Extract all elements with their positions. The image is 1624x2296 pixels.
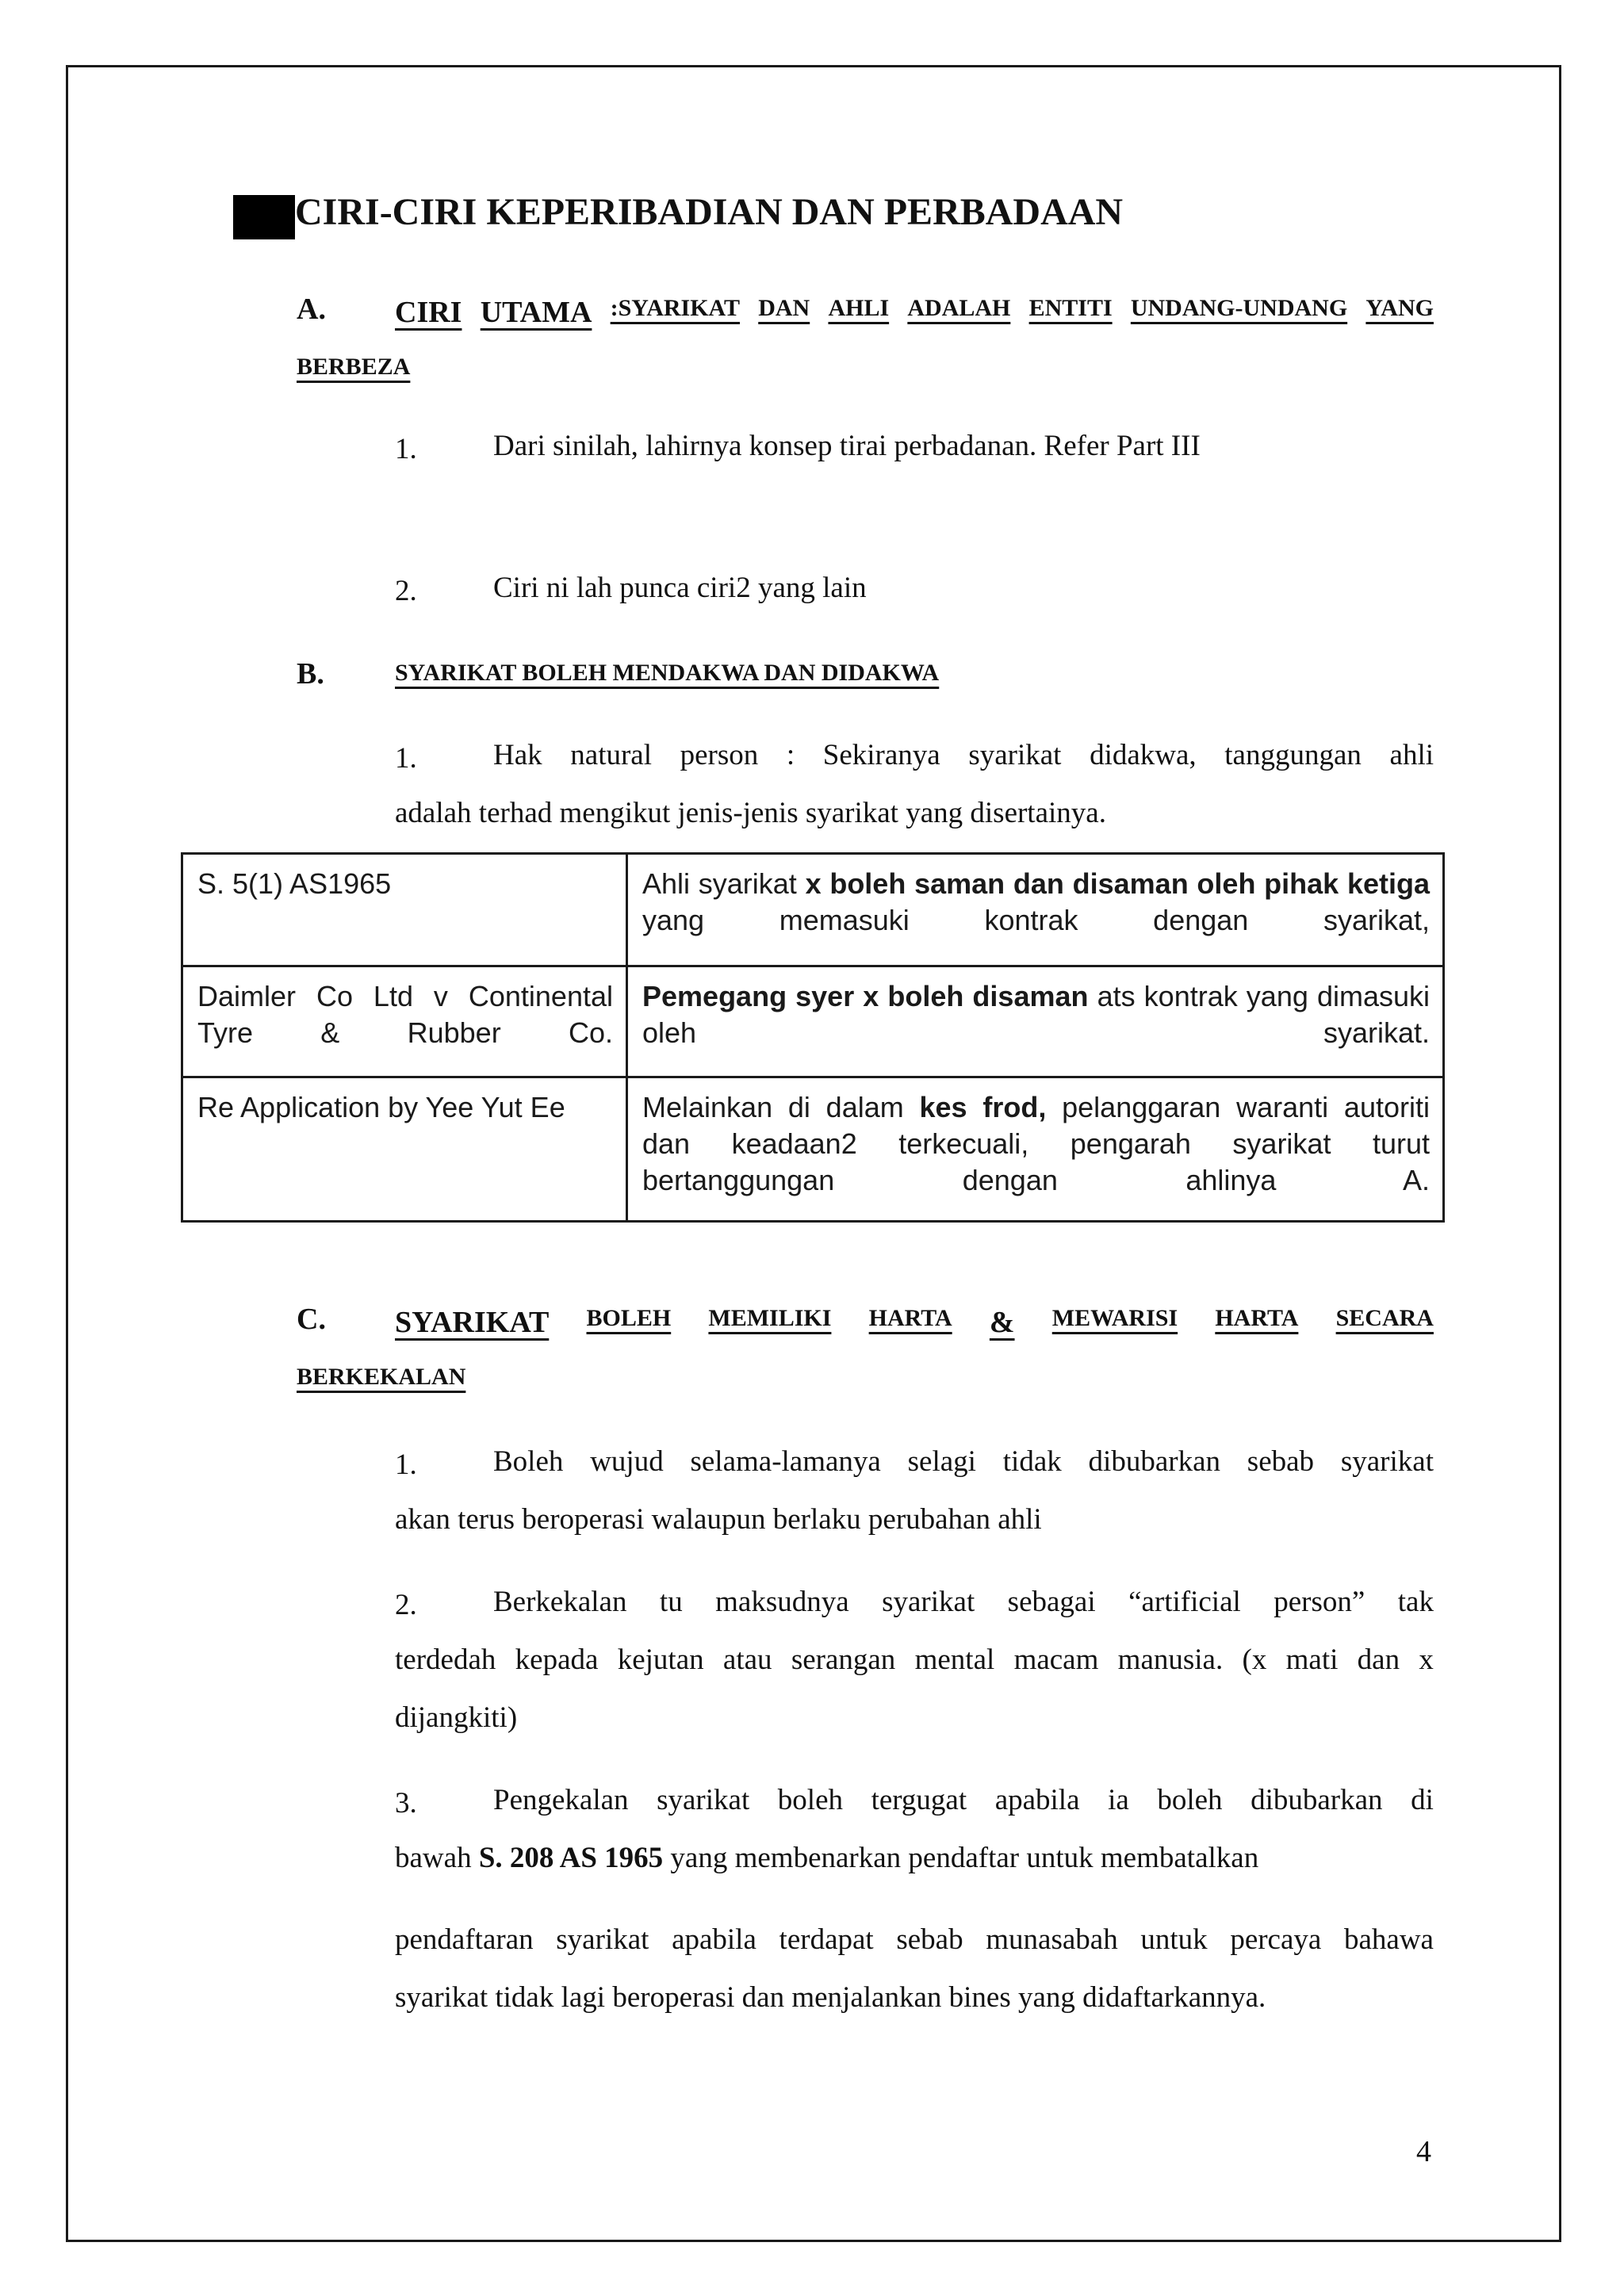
text-word: Sekiranya xyxy=(822,739,940,771)
text-word: dibubarkan xyxy=(1251,1784,1383,1816)
text-word: mati xyxy=(1285,1644,1339,1676)
list-item-line: syarikat tidak lagi beroperasi dan menjalankan bines yang didaftarkannya. xyxy=(395,1981,1266,2014)
item-number: 2. xyxy=(395,575,417,607)
section-a-heading-line2: BERBEZA xyxy=(297,354,411,380)
section-c-heading-line2: BERKEKALAN xyxy=(297,1364,466,1390)
item-number: 1. xyxy=(395,1448,417,1481)
text-word: person xyxy=(680,739,759,771)
heading-word: SECARA xyxy=(1335,1305,1434,1331)
heading-word: ENTITI xyxy=(1028,295,1113,321)
text-word: terdapat xyxy=(779,1923,874,1956)
heading-word: & xyxy=(989,1306,1015,1339)
text-word: selagi xyxy=(907,1445,976,1478)
list-item: Ciri ni lah punca ciri2 yang lain xyxy=(493,572,867,604)
section-a-heading xyxy=(395,295,1434,330)
text-word: dan xyxy=(1357,1644,1400,1676)
text-word: sebab xyxy=(1247,1445,1315,1478)
text-word: : xyxy=(786,739,795,771)
text-word: maksudnya xyxy=(715,1586,849,1618)
section-c-heading xyxy=(395,1305,1434,1340)
text-word: untuk xyxy=(1140,1923,1208,1956)
table-cell: Pemegang syer x boleh disaman ats kontrak yang dimasuki oleh syarikat. xyxy=(627,966,1444,1077)
item-number: 3. xyxy=(395,1787,417,1820)
list-item-line xyxy=(493,1433,1434,1490)
item-number: 1. xyxy=(395,433,417,465)
text-word: dibubarkan xyxy=(1088,1445,1220,1478)
text-word: syarikat xyxy=(556,1923,649,1956)
text-word: didakwa, xyxy=(1090,739,1197,771)
list-item-line xyxy=(493,1772,1434,1829)
text-word: di xyxy=(1411,1784,1434,1816)
text-word: Boleh xyxy=(493,1445,564,1478)
text-word: sebab xyxy=(896,1923,963,1956)
text-word: syarikat xyxy=(968,739,1062,771)
list-item-line: adalah terhad mengikut jenis-jenis syarikat yang disertainya. xyxy=(395,797,1106,829)
text-word: mental xyxy=(914,1644,995,1676)
list-item-line: bawah S. 208 AS 1965 yang membenarkan pendaftar untuk membatalkan xyxy=(395,1842,1259,1874)
table-row xyxy=(182,854,1444,966)
list-item-line xyxy=(493,1574,1434,1631)
text-word: Hak xyxy=(493,739,542,771)
text-word: kepada xyxy=(515,1644,599,1676)
heading-word: YANG xyxy=(1365,295,1434,321)
section-c-letter: C. xyxy=(297,1303,326,1336)
text-word: ia xyxy=(1108,1784,1129,1816)
text-word: ahli xyxy=(1389,739,1434,771)
text-word: terdedah xyxy=(395,1644,496,1676)
heading-word: :SYARIKAT xyxy=(610,295,740,321)
list-item: Dari sinilah, lahirnya konsep tirai perbadanan. Refer Part III xyxy=(493,430,1201,462)
page-title: CIRI-CIRI KEPERIBADIAN DAN PERBADAAN xyxy=(295,191,1124,233)
text-word: tergugat xyxy=(871,1784,967,1816)
text-word: pendaftaran xyxy=(395,1923,534,1956)
heading-word: HARTA xyxy=(868,1305,952,1331)
heading-word: UTAMA xyxy=(480,296,592,329)
item-number: 2. xyxy=(395,1589,417,1621)
text-word: (x xyxy=(1242,1644,1267,1676)
text-word: natural xyxy=(570,739,652,771)
text-word: Berkekalan xyxy=(493,1586,627,1618)
text-word: manusia. xyxy=(1117,1644,1224,1676)
heading-word: MEMILIKI xyxy=(708,1305,832,1331)
text-word: macam xyxy=(1013,1644,1099,1676)
heading-word: DAN xyxy=(758,295,810,321)
list-item-line xyxy=(493,727,1434,784)
text-word: tanggungan xyxy=(1224,739,1362,771)
table-cell: S. 5(1) AS1965 xyxy=(182,854,627,966)
text-word: person” xyxy=(1274,1586,1365,1618)
text-word: selama-lamanya xyxy=(690,1445,881,1478)
heading-word: BOLEH xyxy=(586,1305,672,1331)
text-word: x xyxy=(1419,1644,1434,1676)
text-word: percaya xyxy=(1230,1923,1322,1956)
heading-word: HARTA xyxy=(1215,1305,1299,1331)
text-word: syarikat xyxy=(657,1784,750,1816)
cases-table xyxy=(181,852,1445,1223)
redaction-block xyxy=(233,195,295,239)
text-word: syarikat xyxy=(1340,1445,1434,1478)
item-number: 1. xyxy=(395,742,417,775)
text-word: syarikat xyxy=(882,1586,975,1618)
text-word: bahawa xyxy=(1343,1923,1434,1956)
text-word: boleh xyxy=(777,1784,843,1816)
heading-word: SYARIKAT xyxy=(395,1306,550,1339)
section-a-letter: A. xyxy=(297,293,326,326)
text-word: tu xyxy=(659,1586,683,1618)
heading-word: UNDANG-UNDANG xyxy=(1130,295,1348,321)
list-item-line xyxy=(395,1632,1434,1689)
text-word: apabila xyxy=(672,1923,756,1956)
section-b-letter: B. xyxy=(297,657,324,691)
list-item-line xyxy=(395,1911,1434,1969)
heading-word: MEWARISI xyxy=(1051,1305,1178,1331)
list-item-line: akan terus beroperasi walaupun berlaku perubahan ahli xyxy=(395,1503,1042,1536)
table-cell: Daimler Co Ltd v Continental Tyre & Rubber Co. xyxy=(182,966,627,1077)
table-cell: Ahli syarikat x boleh saman dan disaman oleh pihak ketiga yang memasuki kontrak dengan syarikat, xyxy=(627,854,1444,966)
text-word: apabila xyxy=(994,1784,1080,1816)
text-word: “artificial xyxy=(1128,1586,1241,1618)
text-word: sebagai xyxy=(1007,1586,1096,1618)
heading-word: CIRI xyxy=(395,296,462,329)
list-item-line: dijangkiti) xyxy=(395,1701,518,1734)
text-word: tak xyxy=(1397,1586,1434,1618)
section-b-heading: SYARIKAT BOLEH MENDAKWA DAN DIDAKWA xyxy=(395,660,940,686)
table-cell: Re Application by Yee Yut Ee xyxy=(182,1077,627,1222)
table-cell: Melainkan di dalam kes frod, pelanggaran waranti autoriti dan keadaan2 terkecuali, pengarah syarikat turut bertanggungan dengan ahlinya A. xyxy=(627,1077,1444,1222)
text-word: Pengekalan xyxy=(493,1784,629,1816)
text-word: kejutan xyxy=(617,1644,704,1676)
text-word: boleh xyxy=(1157,1784,1223,1816)
text-word: atau xyxy=(722,1644,772,1676)
page-number: 4 xyxy=(1416,2135,1431,2168)
text-word: serangan xyxy=(791,1644,896,1676)
table-row xyxy=(182,966,1444,1077)
heading-word: ADALAH xyxy=(907,295,1011,321)
text-word: wujud xyxy=(590,1445,664,1478)
heading-word: AHLI xyxy=(828,295,890,321)
text-word: tidak xyxy=(1002,1445,1062,1478)
text-word: munasabah xyxy=(986,1923,1118,1956)
table-row xyxy=(182,1077,1444,1222)
